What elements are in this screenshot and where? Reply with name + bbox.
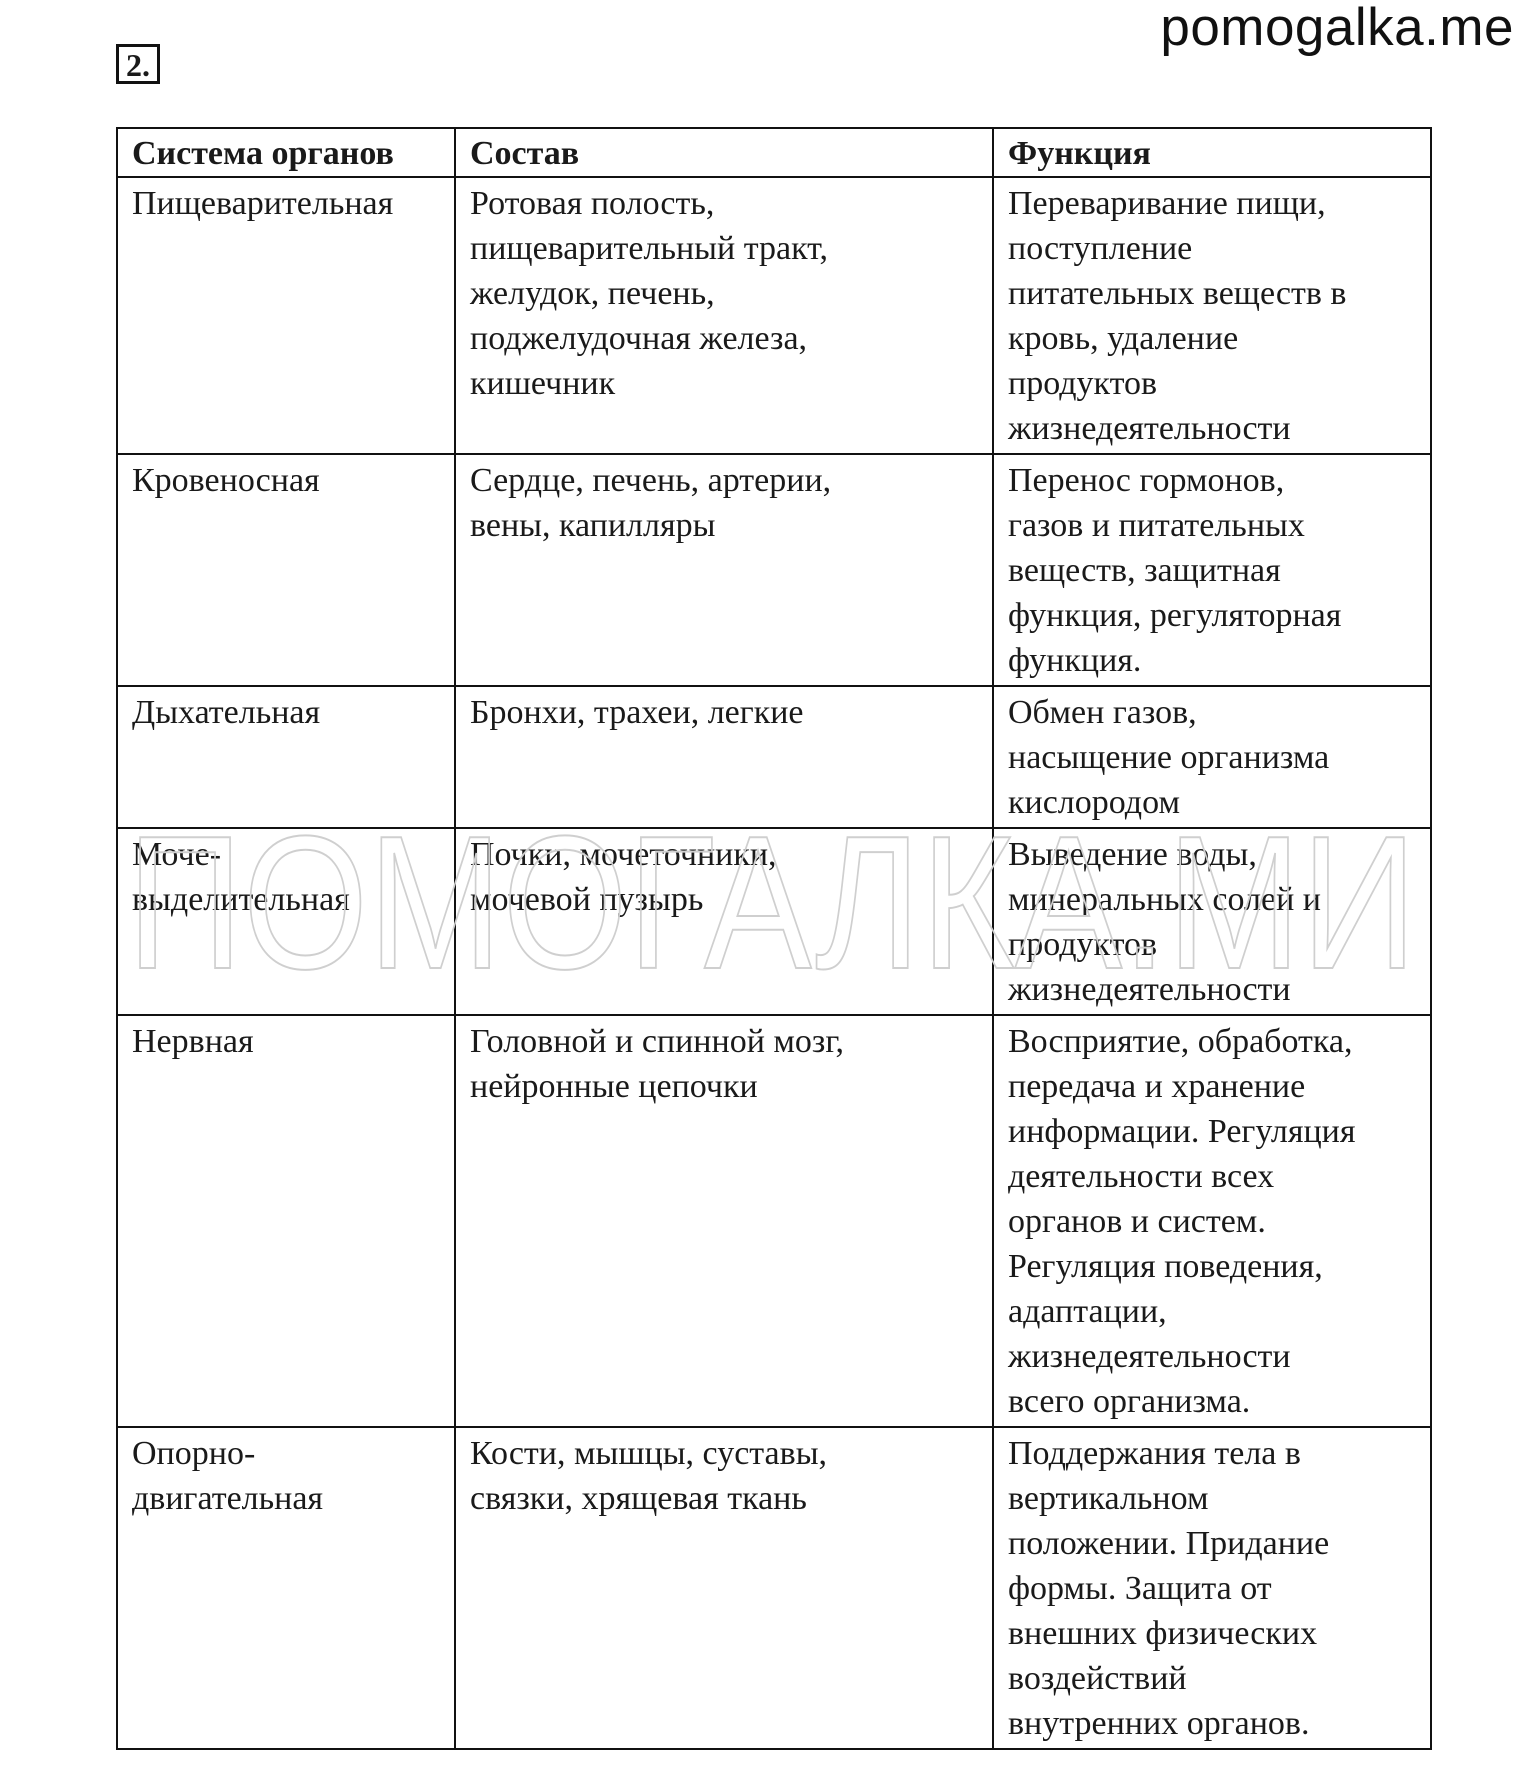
cell-function-text: Перенос гормонов, газов и питательных веществ, защитная функция, регуляторная функция.	[1008, 462, 1342, 679]
organ-systems-table-container	[116, 127, 1430, 1750]
cell-composition	[455, 1015, 993, 1427]
column-header-composition: Состав	[455, 128, 993, 177]
cell-function-text: Обмен газов, насыщение организма кислородом	[1008, 694, 1330, 821]
cell-function	[993, 1015, 1431, 1427]
cell-composition	[455, 1427, 993, 1749]
task-number-box: 2.	[116, 44, 160, 84]
cell-composition	[455, 828, 993, 1015]
cell-system-text: Кровеносная	[132, 462, 320, 499]
cell-system	[117, 686, 455, 828]
table-row	[117, 686, 1431, 828]
cell-function	[993, 828, 1431, 1015]
cell-function	[993, 1427, 1431, 1749]
cell-system-text: Дыхательная	[132, 694, 321, 731]
cell-composition-text: Кости, мышцы, суставы, связки, хрящевая ткань	[470, 1435, 828, 1517]
cell-system	[117, 454, 455, 686]
cell-function	[993, 177, 1431, 454]
cell-composition-text: Сердце, печень, артерии, вены, капилляры	[470, 462, 832, 544]
watermark-text: ПОМОГАЛКА.МИ	[127, 808, 1417, 988]
table-row	[117, 177, 1431, 454]
table-header-row	[117, 128, 1431, 177]
cell-composition-text: Бронхи, трахеи, легкие	[470, 694, 804, 731]
cell-function	[993, 454, 1431, 686]
cell-function-text: Поддержания тела в вертикальном положении. Придание формы. Защита от внешних физических воздействий внутренних органов.	[1008, 1435, 1330, 1742]
cell-composition-text: Головной и спинной мозг, нейронные цепочки	[470, 1023, 844, 1105]
cell-system	[117, 177, 455, 454]
cell-composition	[455, 454, 993, 686]
cell-composition-text: Почки, мочеточники, мочевой пузырь	[470, 836, 777, 918]
cell-system-text: Пищеварительная	[132, 185, 394, 222]
site-brand-logo: pomogalka.me	[1160, 0, 1514, 57]
cell-composition-text: Ротовая полость, пищеварительный тракт, желудок, печень, поджелудочная железа, кишечник	[470, 185, 828, 402]
cell-system	[117, 828, 455, 1015]
cell-system	[117, 1427, 455, 1749]
table-row	[117, 1427, 1431, 1749]
organ-systems-table	[116, 127, 1432, 1750]
cell-composition	[455, 177, 993, 454]
column-header-function: Функция	[993, 128, 1431, 177]
cell-system-text: Моче- выделительная	[132, 836, 350, 918]
cell-function-text: Выведение воды, минеральных солей и продуктов жизнедеятельности	[1008, 836, 1321, 1008]
table-row	[117, 454, 1431, 686]
cell-system	[117, 1015, 455, 1427]
cell-composition	[455, 686, 993, 828]
table-row	[117, 828, 1431, 1015]
cell-function-text: Переваривание пищи, поступление питательных веществ в кровь, удаление продуктов жизнедеятельности	[1008, 185, 1347, 447]
table-row	[117, 1015, 1431, 1427]
cell-system-text: Нервная	[132, 1023, 254, 1060]
cell-system-text: Опорно- двигательная	[132, 1435, 324, 1517]
cell-function	[993, 686, 1431, 828]
cell-function-text: Восприятие, обработка, передача и хранение информации. Регуляция деятельности всех органов и систем. Регуляция поведения, адаптации, жизнедеятельности всего организма.	[1008, 1023, 1356, 1420]
column-header-system: Система органов	[117, 128, 455, 177]
